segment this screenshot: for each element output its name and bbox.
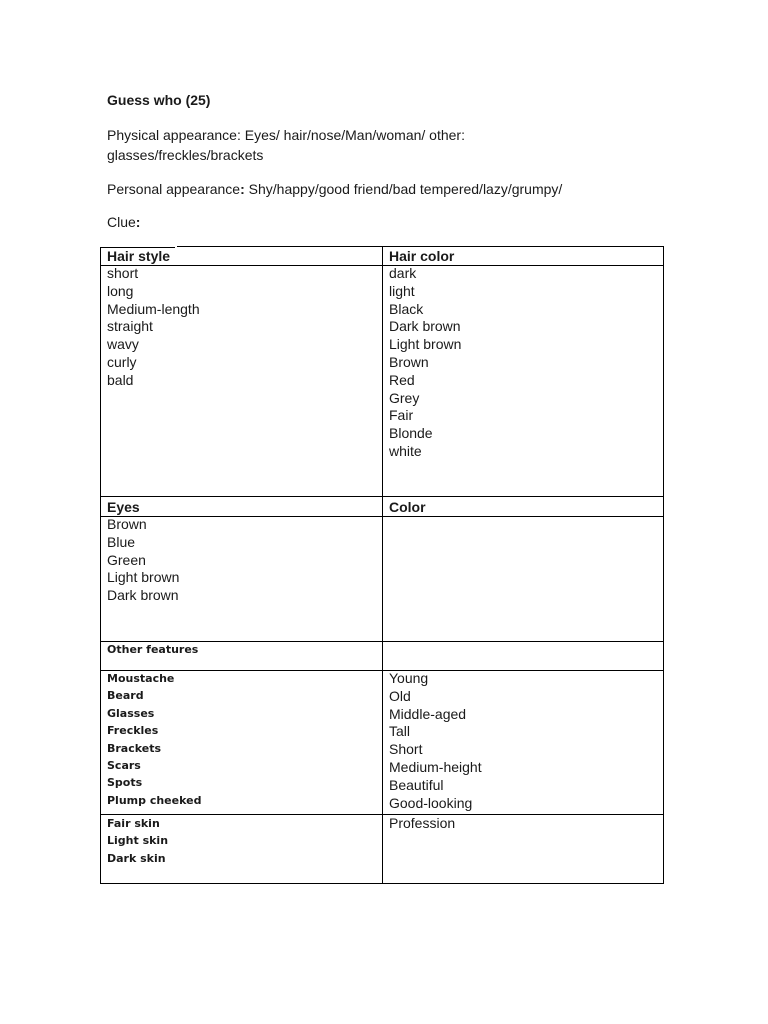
list-item: Spots <box>107 776 143 790</box>
list-item: wavy <box>107 336 139 353</box>
list-item: Freckles <box>107 724 159 738</box>
other-features-list <box>107 670 201 809</box>
list-item: Fair skin <box>107 817 160 830</box>
list-item: Young <box>389 670 429 686</box>
list-item: Blue <box>107 533 136 550</box>
grid-middle <box>382 246 383 884</box>
list-item: Scars <box>107 758 141 772</box>
eyes-list <box>107 516 179 605</box>
list-item: Medium-height <box>389 758 482 775</box>
profession-label: Profession <box>389 815 456 831</box>
list-item: Black <box>389 300 424 317</box>
personal-appearance <box>107 179 562 199</box>
list-item: Dark brown <box>389 318 461 335</box>
hair-style-list <box>107 265 200 390</box>
list-item: Tall <box>389 723 411 740</box>
personal-appearance-text: Shy/happy/good friend/bad tempered/lazy/grumpy/ <box>244 181 563 197</box>
list-item: Green <box>107 551 146 568</box>
list-item: bald <box>107 371 134 388</box>
physical-appearance-line2: glasses/freckles/brackets <box>107 147 264 163</box>
list-item: Brackets <box>107 741 162 755</box>
clue-label: Clue <box>107 214 136 230</box>
list-item: Fair <box>389 407 414 424</box>
list-item: dark <box>389 265 417 281</box>
eyes-header: Eyes <box>107 499 140 515</box>
page-title: Guess who (25) <box>107 92 211 108</box>
list-item: Short <box>389 741 423 758</box>
list-item: Light brown <box>107 569 180 586</box>
hair-color-header: Hair color <box>389 248 455 264</box>
list-item: Middle-aged <box>389 705 467 722</box>
list-item: Blonde <box>389 425 433 442</box>
list-item: straight <box>107 318 153 335</box>
list-item: Beautiful <box>389 776 444 793</box>
grid-left <box>100 247 101 884</box>
personal-appearance-label: Personal appearance <box>107 181 241 197</box>
list-item: short <box>107 265 139 281</box>
list-item: Moustache <box>107 672 175 685</box>
physical-appearance-line1: Physical appearance: Eyes/ hair/nose/Man/woman/ other: <box>107 127 465 143</box>
color-header: Color <box>389 499 426 515</box>
grid-right <box>663 246 664 884</box>
list-item: Brown <box>389 353 429 370</box>
skin-list <box>107 815 168 867</box>
personal-appearance-colon: : <box>240 181 245 197</box>
clue <box>107 212 140 232</box>
list-item: Beard <box>107 689 144 703</box>
other-features-header: Other features <box>107 643 199 656</box>
list-item: Grey <box>389 389 420 406</box>
clue-colon: : <box>135 214 141 230</box>
list-item: Red <box>389 371 415 388</box>
list-item: curly <box>107 353 137 370</box>
age-height-list <box>389 670 482 812</box>
list-item: long <box>107 282 134 299</box>
list-item: Brown <box>107 516 147 532</box>
list-item: Old <box>389 687 411 704</box>
hair-color-list <box>389 265 461 461</box>
hair-style-header: Hair style <box>107 248 171 264</box>
list-item: Light brown <box>389 336 462 353</box>
list-item: white <box>389 442 422 459</box>
list-item: Glasses <box>107 706 155 720</box>
list-item: light <box>389 282 415 299</box>
list-item: Good-looking <box>389 794 473 811</box>
list-item: Dark skin <box>107 851 166 865</box>
list-item: Dark brown <box>107 587 179 604</box>
list-item: Plump cheeked <box>107 793 202 807</box>
list-item: Light skin <box>107 834 169 848</box>
list-item: Medium-length <box>107 300 200 317</box>
